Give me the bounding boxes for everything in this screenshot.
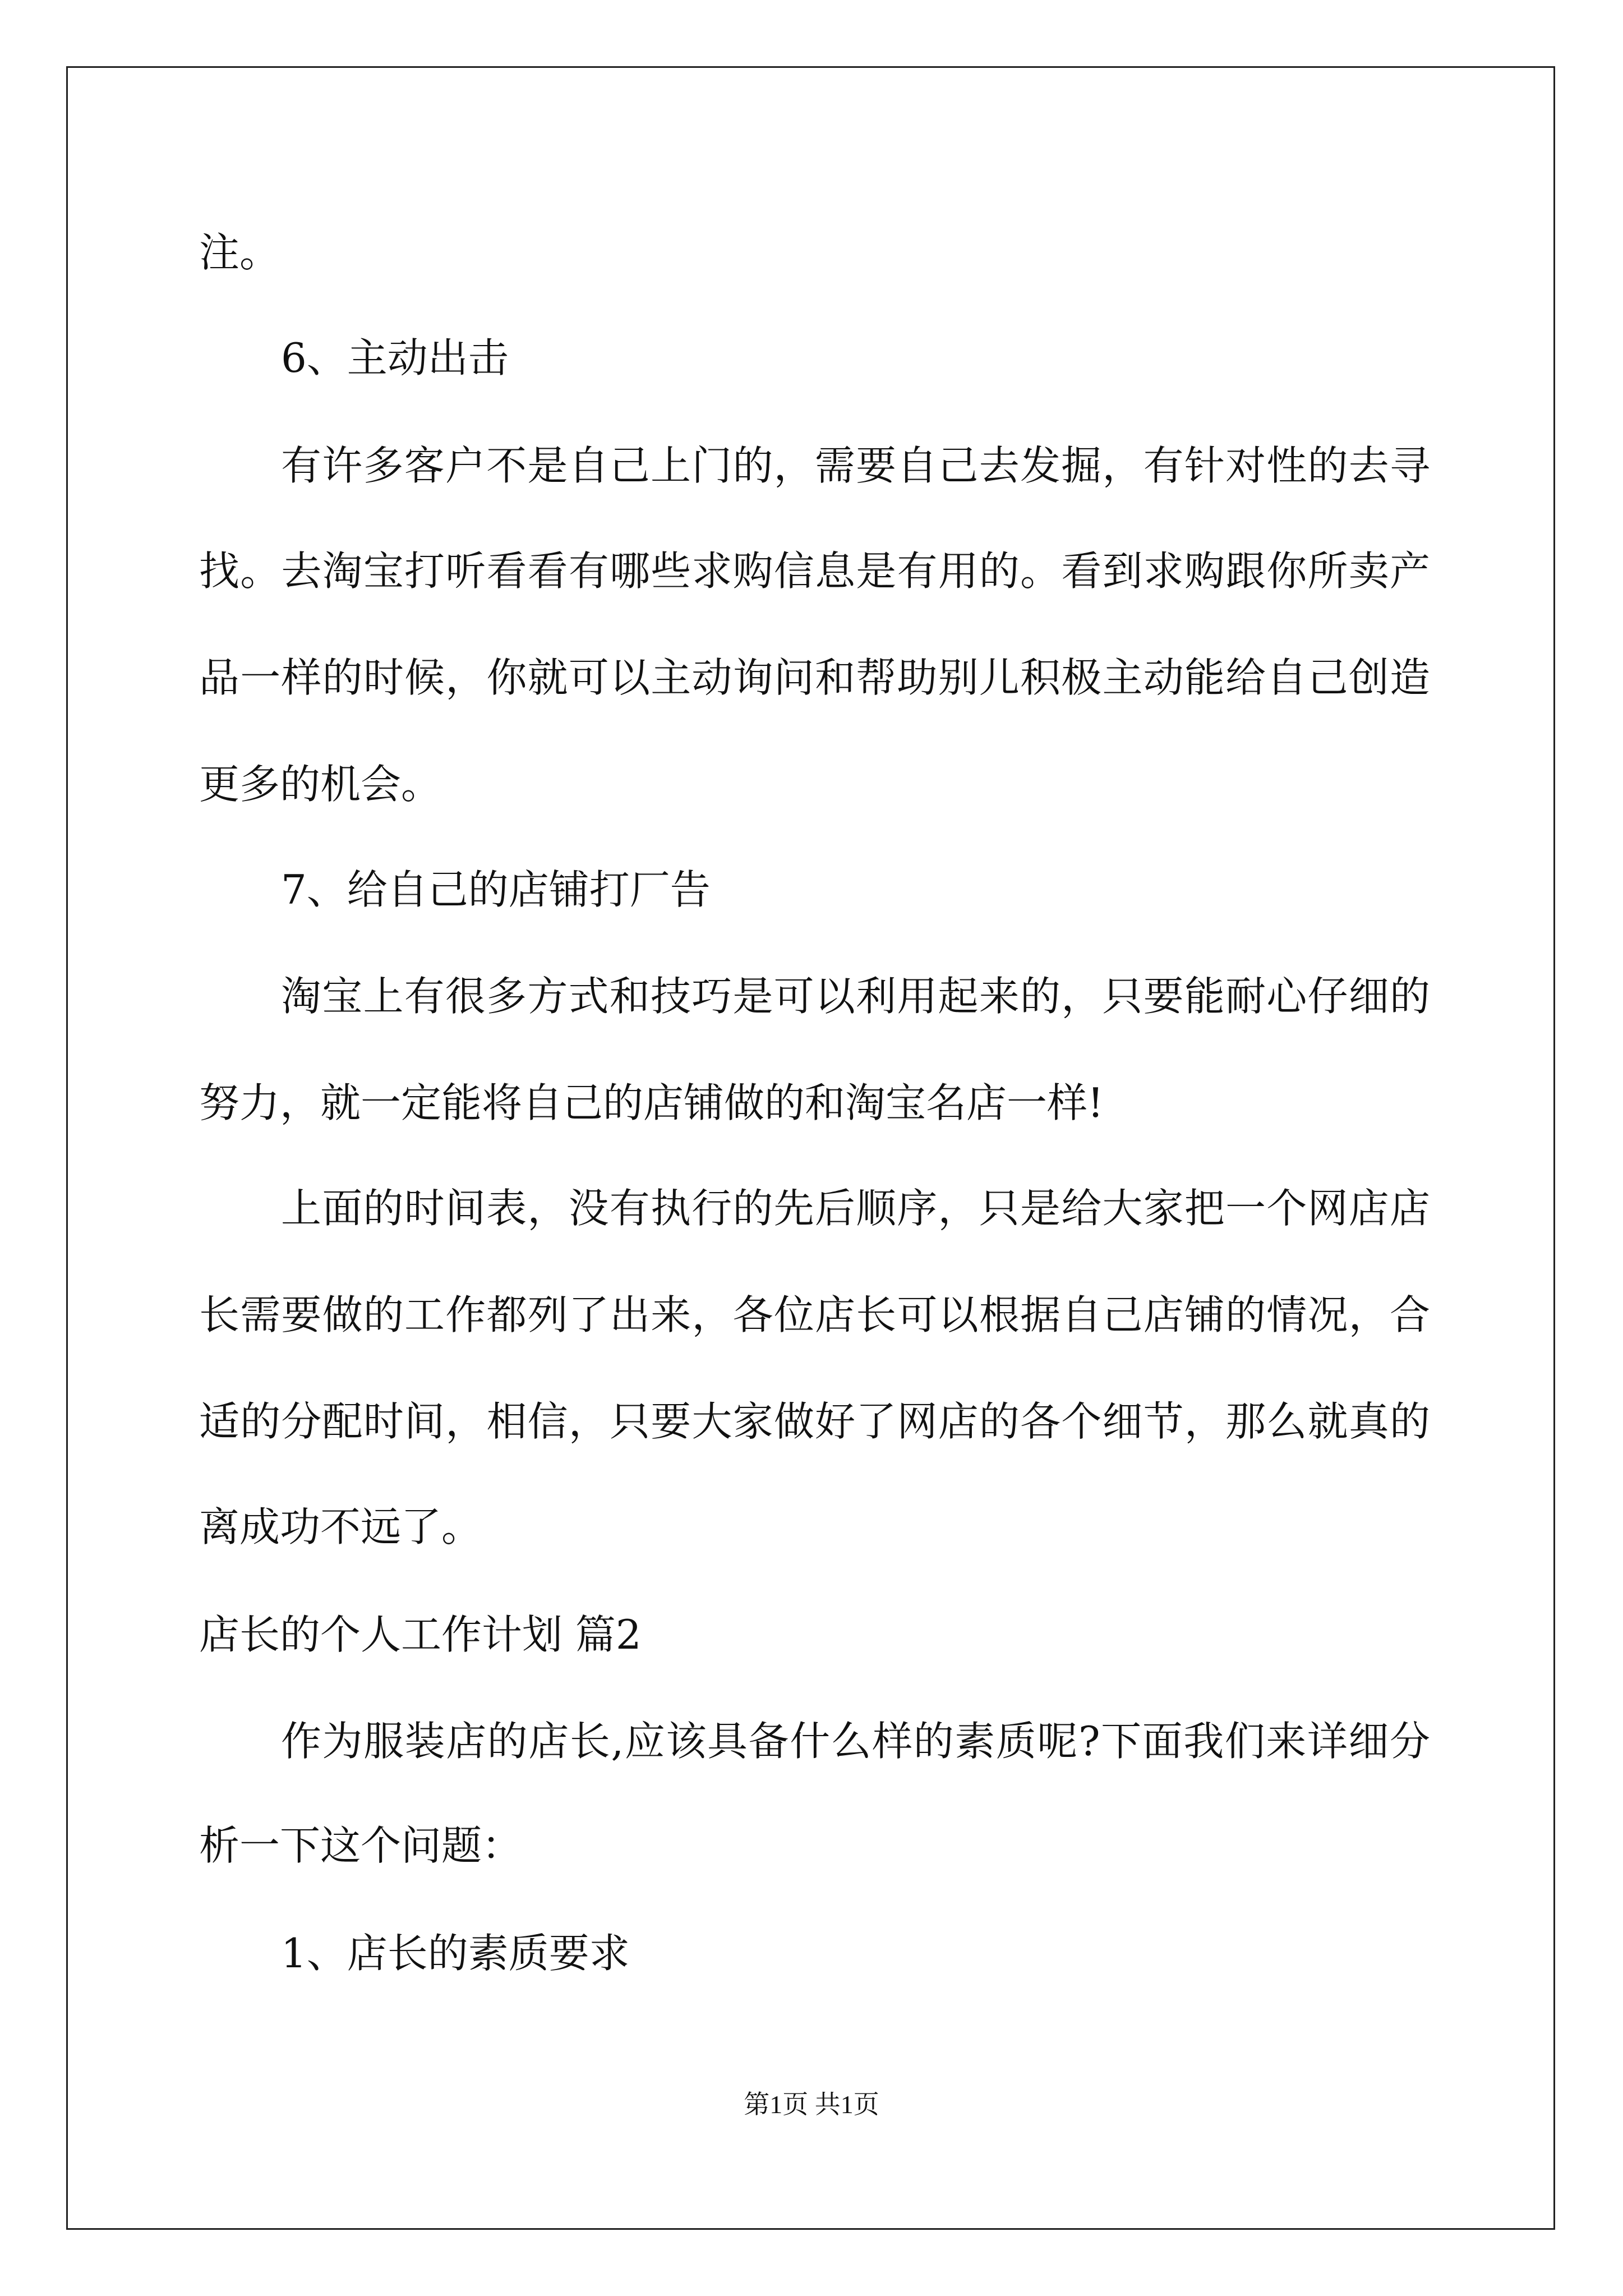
paragraph-line: 长需要做的工作都列了出来，各位店长可以根据自己店铺的情况，合 [199,1291,1430,1338]
paragraph-line: 适的分配时间，相信，只要大家做好了网店的各个细节，那么就真的 [199,1398,1430,1445]
paragraph-line: 找。去淘宝打听看看有哪些求购信息是有用的。看到求购跟你所卖产 [199,547,1430,595]
paragraph-line: 注。 [199,229,280,276]
paragraph-line: 更多的机会。 [199,761,442,808]
paragraph-line: 努力，就一定能将自己的店铺做的和淘宝名店一样! [199,1079,1104,1126]
page-footer: 第1页 共1页 [744,2090,879,2119]
section-heading: 6、主动出击 [281,334,509,381]
paragraph-line: 离成功不远了。 [199,1503,482,1550]
paragraph-line: 淘宝上有很多方式和技巧是可以利用起来的，只要能耐心仔细的 [281,973,1430,1020]
paragraph-line: 析一下这个问题： [199,1822,523,1869]
paragraph-line: 作为服装店的店长,应该具备什么样的素质呢?下面我们来详细分 [281,1718,1430,1765]
section-heading: 1、店长的素质要求 [281,1930,630,1977]
paragraph-line: 有许多客户不是自己上门的，需要自己去发掘，有针对性的去寻 [281,442,1430,489]
section-heading: 7、给自己的店铺打厂告 [281,866,711,913]
article-title: 店长的个人工作计划 篇2 [199,1611,642,1658]
paragraph-line: 上面的时间表，没有执行的先后顺序，只是给大家把一个网店店 [281,1185,1430,1232]
paragraph-line: 品一样的时候，你就可以主动询问和帮助别儿积极主动能给自己创造 [199,654,1430,701]
page-border [66,66,1555,2230]
